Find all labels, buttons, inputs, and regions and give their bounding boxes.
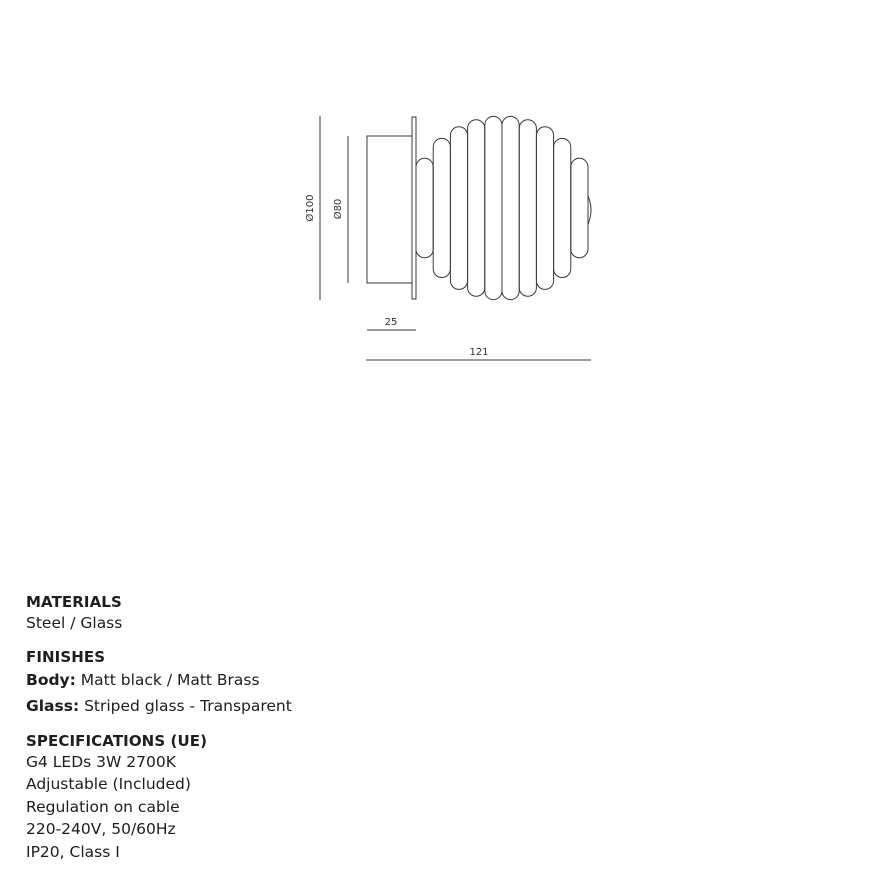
- glass-ribs: [416, 116, 588, 299]
- wall-plate: [412, 117, 416, 299]
- spec-line: G4 LEDs 3W 2700K: [26, 752, 176, 771]
- finish-body-label: Body:: [26, 670, 76, 689]
- spec-line: Adjustable (Included): [26, 775, 191, 794]
- materials-value: Steel / Glass: [26, 614, 123, 632]
- glass-rib: [571, 158, 588, 257]
- glass-rib: [468, 120, 485, 297]
- dim-label-base-diameter: Ø80: [333, 198, 344, 220]
- glass-rib: [416, 158, 433, 257]
- glass-rib: [433, 138, 450, 277]
- finish-body-line: [26, 667, 526, 693]
- dim-label-overall-diameter: Ø100: [305, 194, 316, 222]
- specifications-title: SPECIFICATIONS (UE): [26, 731, 208, 750]
- finish-body-value: Matt black / Matt Brass: [75, 670, 260, 689]
- finish-glass-line: [26, 693, 526, 719]
- finishes-section: [26, 647, 526, 719]
- glass-rib: [485, 116, 502, 299]
- spec-line: 220-240V, 50/60Hz: [26, 820, 176, 839]
- finishes-title: FINISHES: [26, 647, 106, 666]
- specifications-section: [26, 731, 526, 864]
- dim-label-base-depth: 25: [384, 317, 398, 328]
- technical-drawing: [0, 0, 880, 420]
- base-housing: [367, 136, 412, 283]
- spec-line: IP20, Class I: [26, 842, 120, 861]
- glass-rib: [554, 138, 571, 277]
- product-specs: [26, 592, 526, 864]
- finish-glass-label: Glass:: [26, 696, 80, 715]
- lamp-side-view: [367, 116, 591, 299]
- materials-title: MATERIALS: [26, 593, 122, 611]
- glass-rib: [536, 127, 553, 290]
- materials-section: [26, 592, 526, 635]
- finish-glass-value: Striped glass - Transparent: [79, 696, 292, 715]
- dim-label-total-depth: 121: [469, 347, 489, 358]
- glass-rib: [450, 127, 467, 290]
- glass-rib: [519, 120, 536, 297]
- spec-line: Regulation on cable: [26, 797, 180, 816]
- dimension-lines: [320, 116, 591, 360]
- glass-rib: [502, 116, 519, 299]
